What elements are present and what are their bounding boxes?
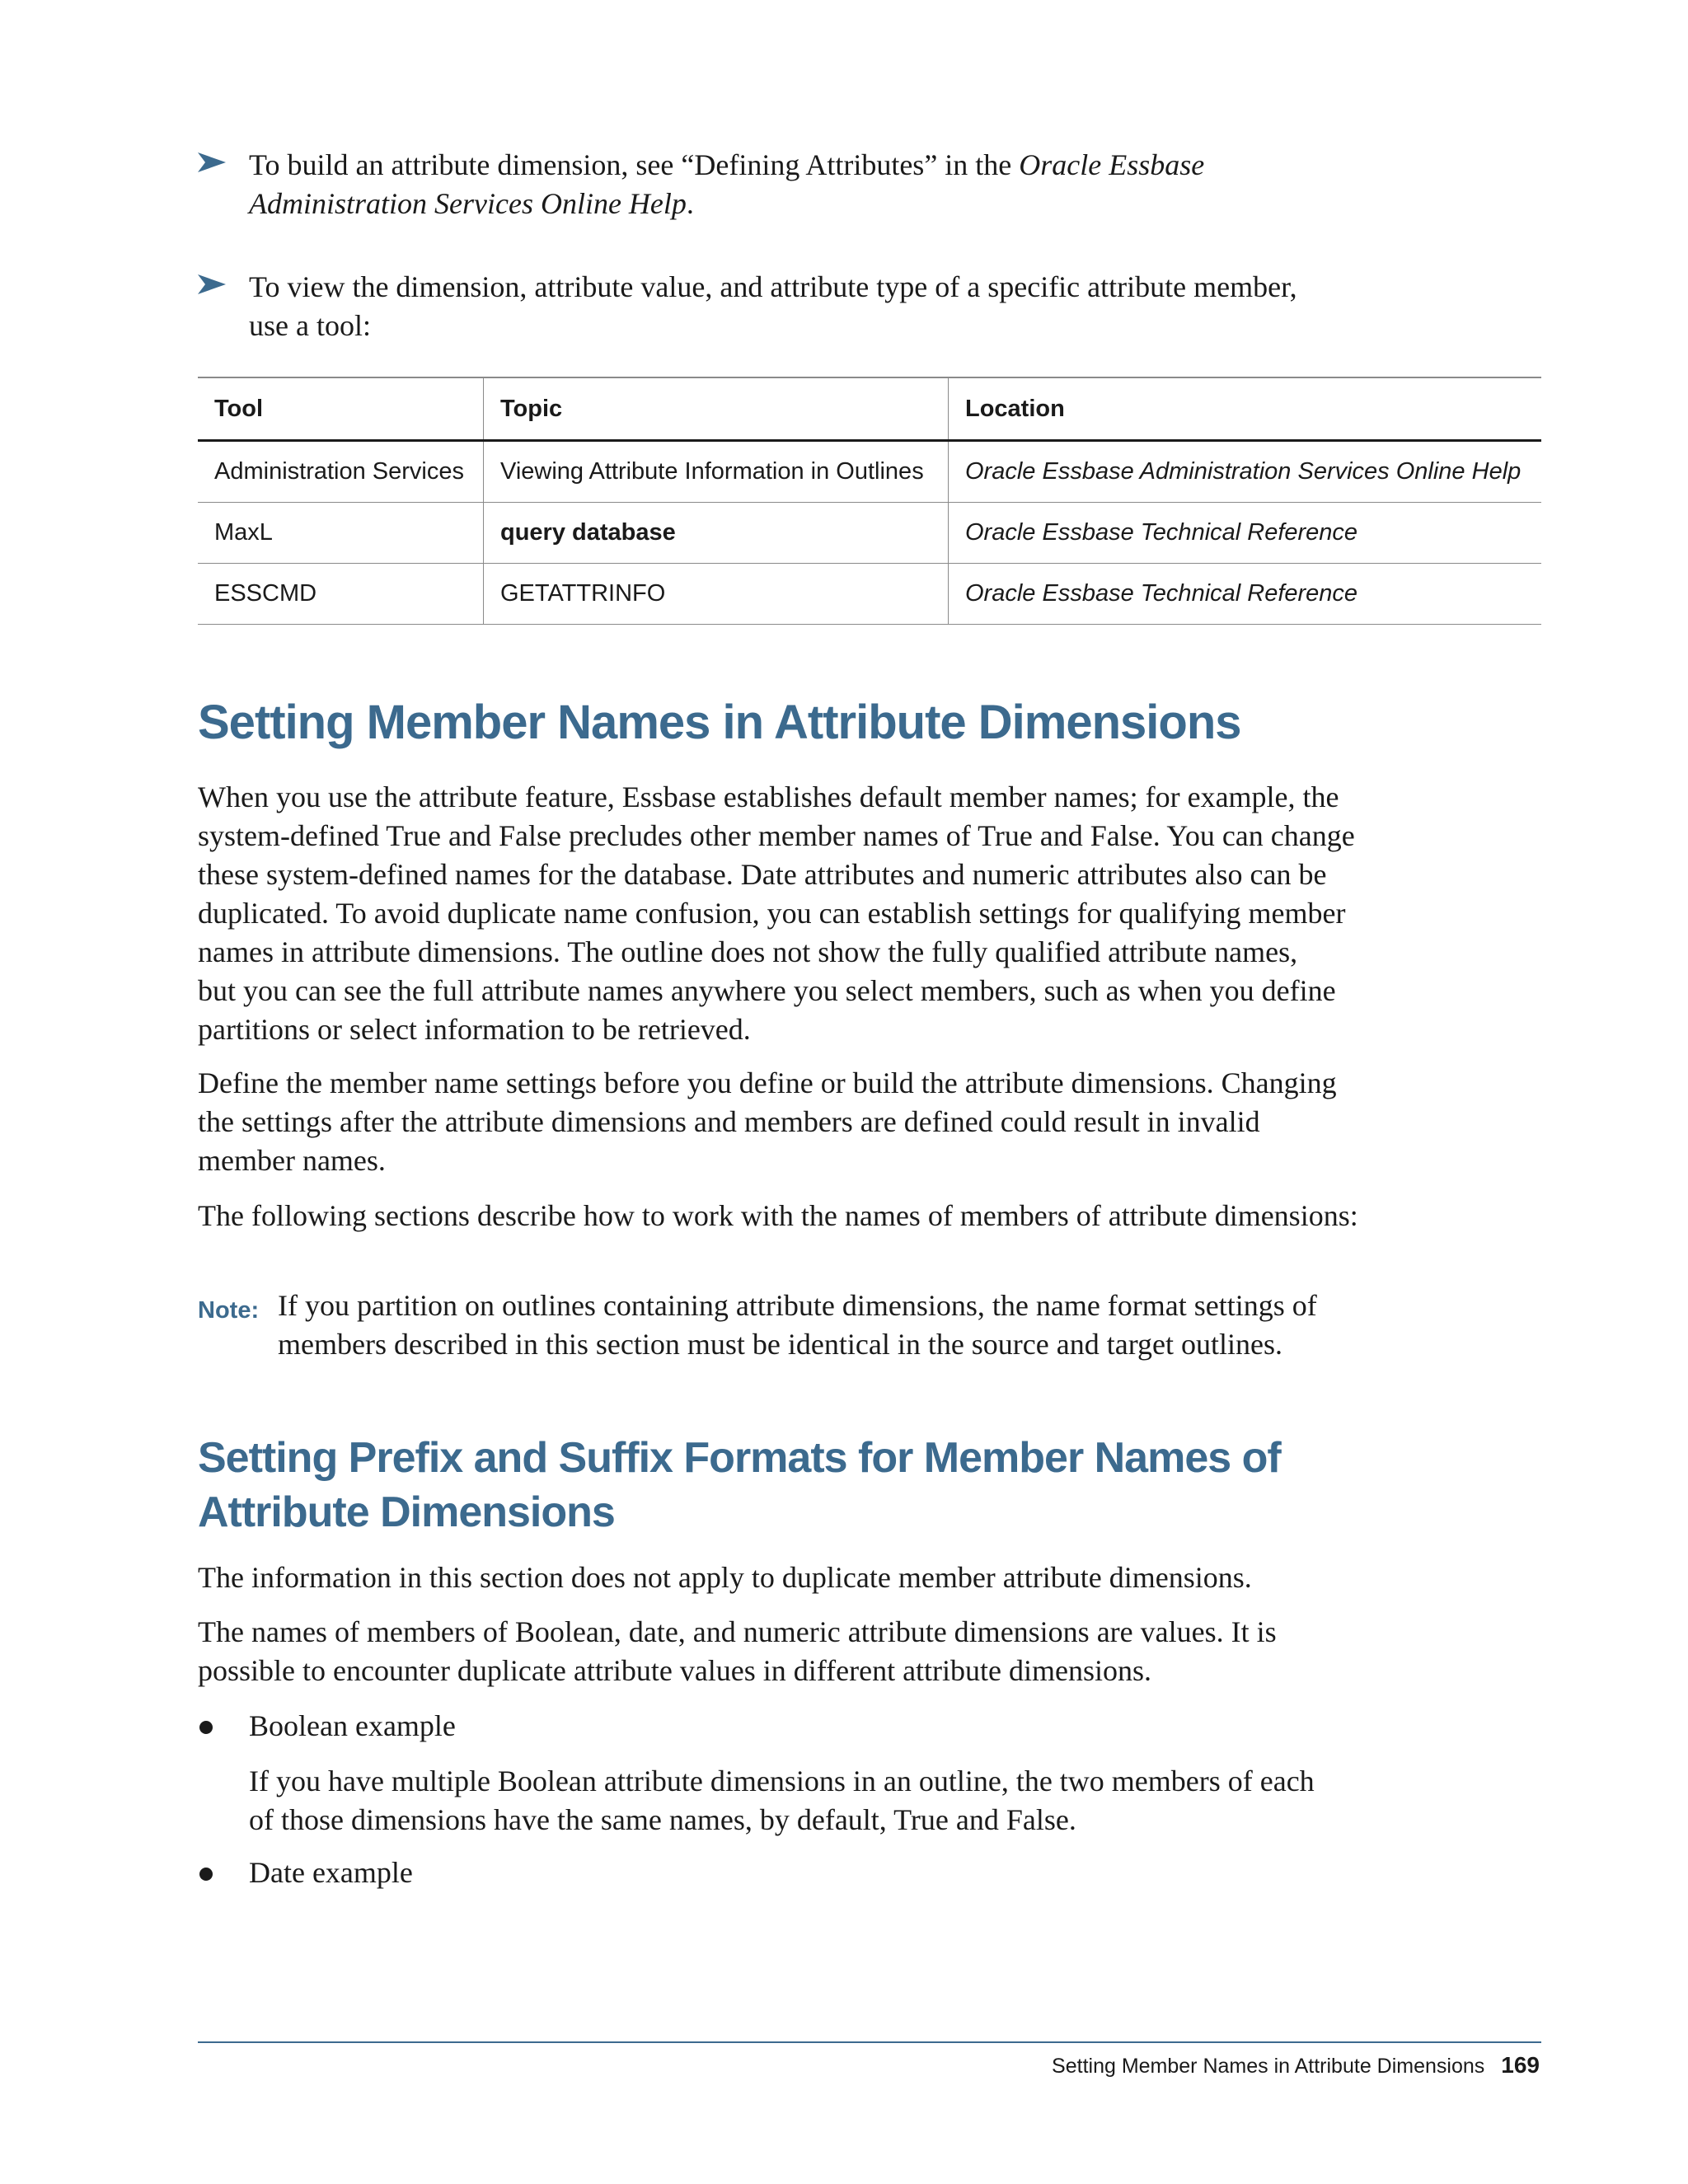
list-item-label: Date example bbox=[249, 1856, 413, 1889]
paragraph-line: The following sections describe how to work with the names of members of attribute dimensions: bbox=[198, 1199, 1358, 1232]
task-build-attribute-dimension bbox=[198, 146, 1401, 223]
paragraph-line: the settings after the attribute dimensions and members are defined could result in invalid bbox=[198, 1105, 1260, 1138]
cell-topic: query database bbox=[484, 503, 949, 564]
footer-rule bbox=[198, 2041, 1541, 2043]
note-line: If you partition on outlines containing attribute dimensions, the name format settings of bbox=[278, 1289, 1317, 1322]
paragraph-line: The information in this section does not apply to duplicate member attribute dimensions. bbox=[198, 1561, 1252, 1594]
paragraph-line: system-defined True and False precludes other member names of True and False. You can change bbox=[198, 819, 1355, 852]
paragraph-line: possible to encounter duplicate attribute values in different attribute dimensions. bbox=[198, 1654, 1152, 1687]
subsection-heading bbox=[198, 1431, 1352, 1540]
paragraph-line: The names of members of Boolean, date, and numeric attribute dimensions are values. It is bbox=[198, 1615, 1277, 1648]
cell-location: Oracle Essbase Technical Reference bbox=[949, 564, 1542, 625]
note-callout bbox=[198, 1286, 1385, 1364]
paragraph-following-sections bbox=[198, 1197, 1376, 1235]
paragraph-not-apply bbox=[198, 1558, 1376, 1597]
paragraph-define-settings bbox=[198, 1064, 1376, 1180]
paragraph-line: When you use the attribute feature, Essbase establishes default member names; for example, the bbox=[198, 780, 1339, 813]
task-view-attribute-info bbox=[198, 268, 1401, 345]
task-text: To build an attribute dimension, see “Defining Attributes” in the bbox=[249, 148, 1020, 181]
paragraph-line: partitions or select information to be retrieved. bbox=[198, 1013, 751, 1046]
paragraph-line: but you can see the full attribute names anywhere you select members, such as when you define bbox=[198, 974, 1336, 1007]
task-text: To view the dimension, attribute value, and attribute type of a specific attribute member, bbox=[249, 270, 1297, 303]
cell-topic: Viewing Attribute Information in Outlines bbox=[484, 441, 949, 503]
cell-tool: Administration Services bbox=[198, 441, 484, 503]
task-arrow-icon bbox=[198, 269, 227, 299]
list-item-detail bbox=[249, 1762, 1403, 1840]
task-arrow-icon bbox=[198, 148, 227, 177]
list-item bbox=[198, 1707, 1385, 1746]
book-title: Administration Services Online Help bbox=[249, 187, 687, 220]
table-row bbox=[198, 564, 1541, 625]
table-header-row bbox=[198, 377, 1541, 441]
column-header-topic: Topic bbox=[484, 377, 949, 441]
bullet-icon bbox=[199, 1868, 213, 1881]
cell-tool: MaxL bbox=[198, 503, 484, 564]
paragraph-line: member names. bbox=[198, 1144, 386, 1177]
page-number: 169 bbox=[1501, 2052, 1540, 2078]
tools-table bbox=[198, 377, 1541, 625]
bullet-icon bbox=[199, 1721, 213, 1734]
section-heading: Setting Member Names in Attribute Dimensions bbox=[198, 696, 1241, 749]
list-item bbox=[198, 1854, 1385, 1892]
subsection-heading-line: Attribute Dimensions bbox=[198, 1488, 615, 1536]
paragraph-line: duplicated. To avoid duplicate name confusion, you can establish settings for qualifying member bbox=[198, 897, 1346, 930]
note-label: Note: bbox=[198, 1297, 260, 1324]
cell-tool: ESSCMD bbox=[198, 564, 484, 625]
paragraph-values bbox=[198, 1613, 1376, 1690]
book-title: Oracle Essbase bbox=[1019, 148, 1205, 181]
task-text: use a tool: bbox=[249, 309, 371, 342]
footer-title: Setting Member Names in Attribute Dimensions bbox=[1052, 2055, 1485, 2078]
table-row bbox=[198, 503, 1541, 564]
table-row bbox=[198, 441, 1541, 503]
page-footer bbox=[1052, 2052, 1540, 2079]
paragraph-default-member-names bbox=[198, 778, 1376, 1049]
column-header-location: Location bbox=[949, 377, 1542, 441]
paragraph-line: of those dimensions have the same names, by default, True and False. bbox=[249, 1803, 1076, 1836]
paragraph-line: Define the member name settings before you define or build the attribute dimensions. Changing bbox=[198, 1066, 1337, 1099]
list-item-label: Boolean example bbox=[249, 1709, 456, 1742]
paragraph-line: these system-defined names for the database. Date attributes and numeric attributes also can be bbox=[198, 858, 1327, 891]
task-text-suffix: . bbox=[686, 187, 694, 220]
cell-topic: GETATTRINFO bbox=[484, 564, 949, 625]
subsection-heading-line: Setting Prefix and Suffix Formats for Member Names of bbox=[198, 1434, 1281, 1482]
note-line: members described in this section must be identical in the source and target outlines. bbox=[278, 1328, 1283, 1361]
column-header-tool: Tool bbox=[198, 377, 484, 441]
paragraph-line: names in attribute dimensions. The outline does not show the fully qualified attribute names, bbox=[198, 935, 1298, 968]
paragraph-line: If you have multiple Boolean attribute dimensions in an outline, the two members of each bbox=[249, 1765, 1315, 1797]
cell-location: Oracle Essbase Technical Reference bbox=[949, 503, 1542, 564]
cell-location: Oracle Essbase Administration Services Online Help bbox=[949, 441, 1542, 503]
